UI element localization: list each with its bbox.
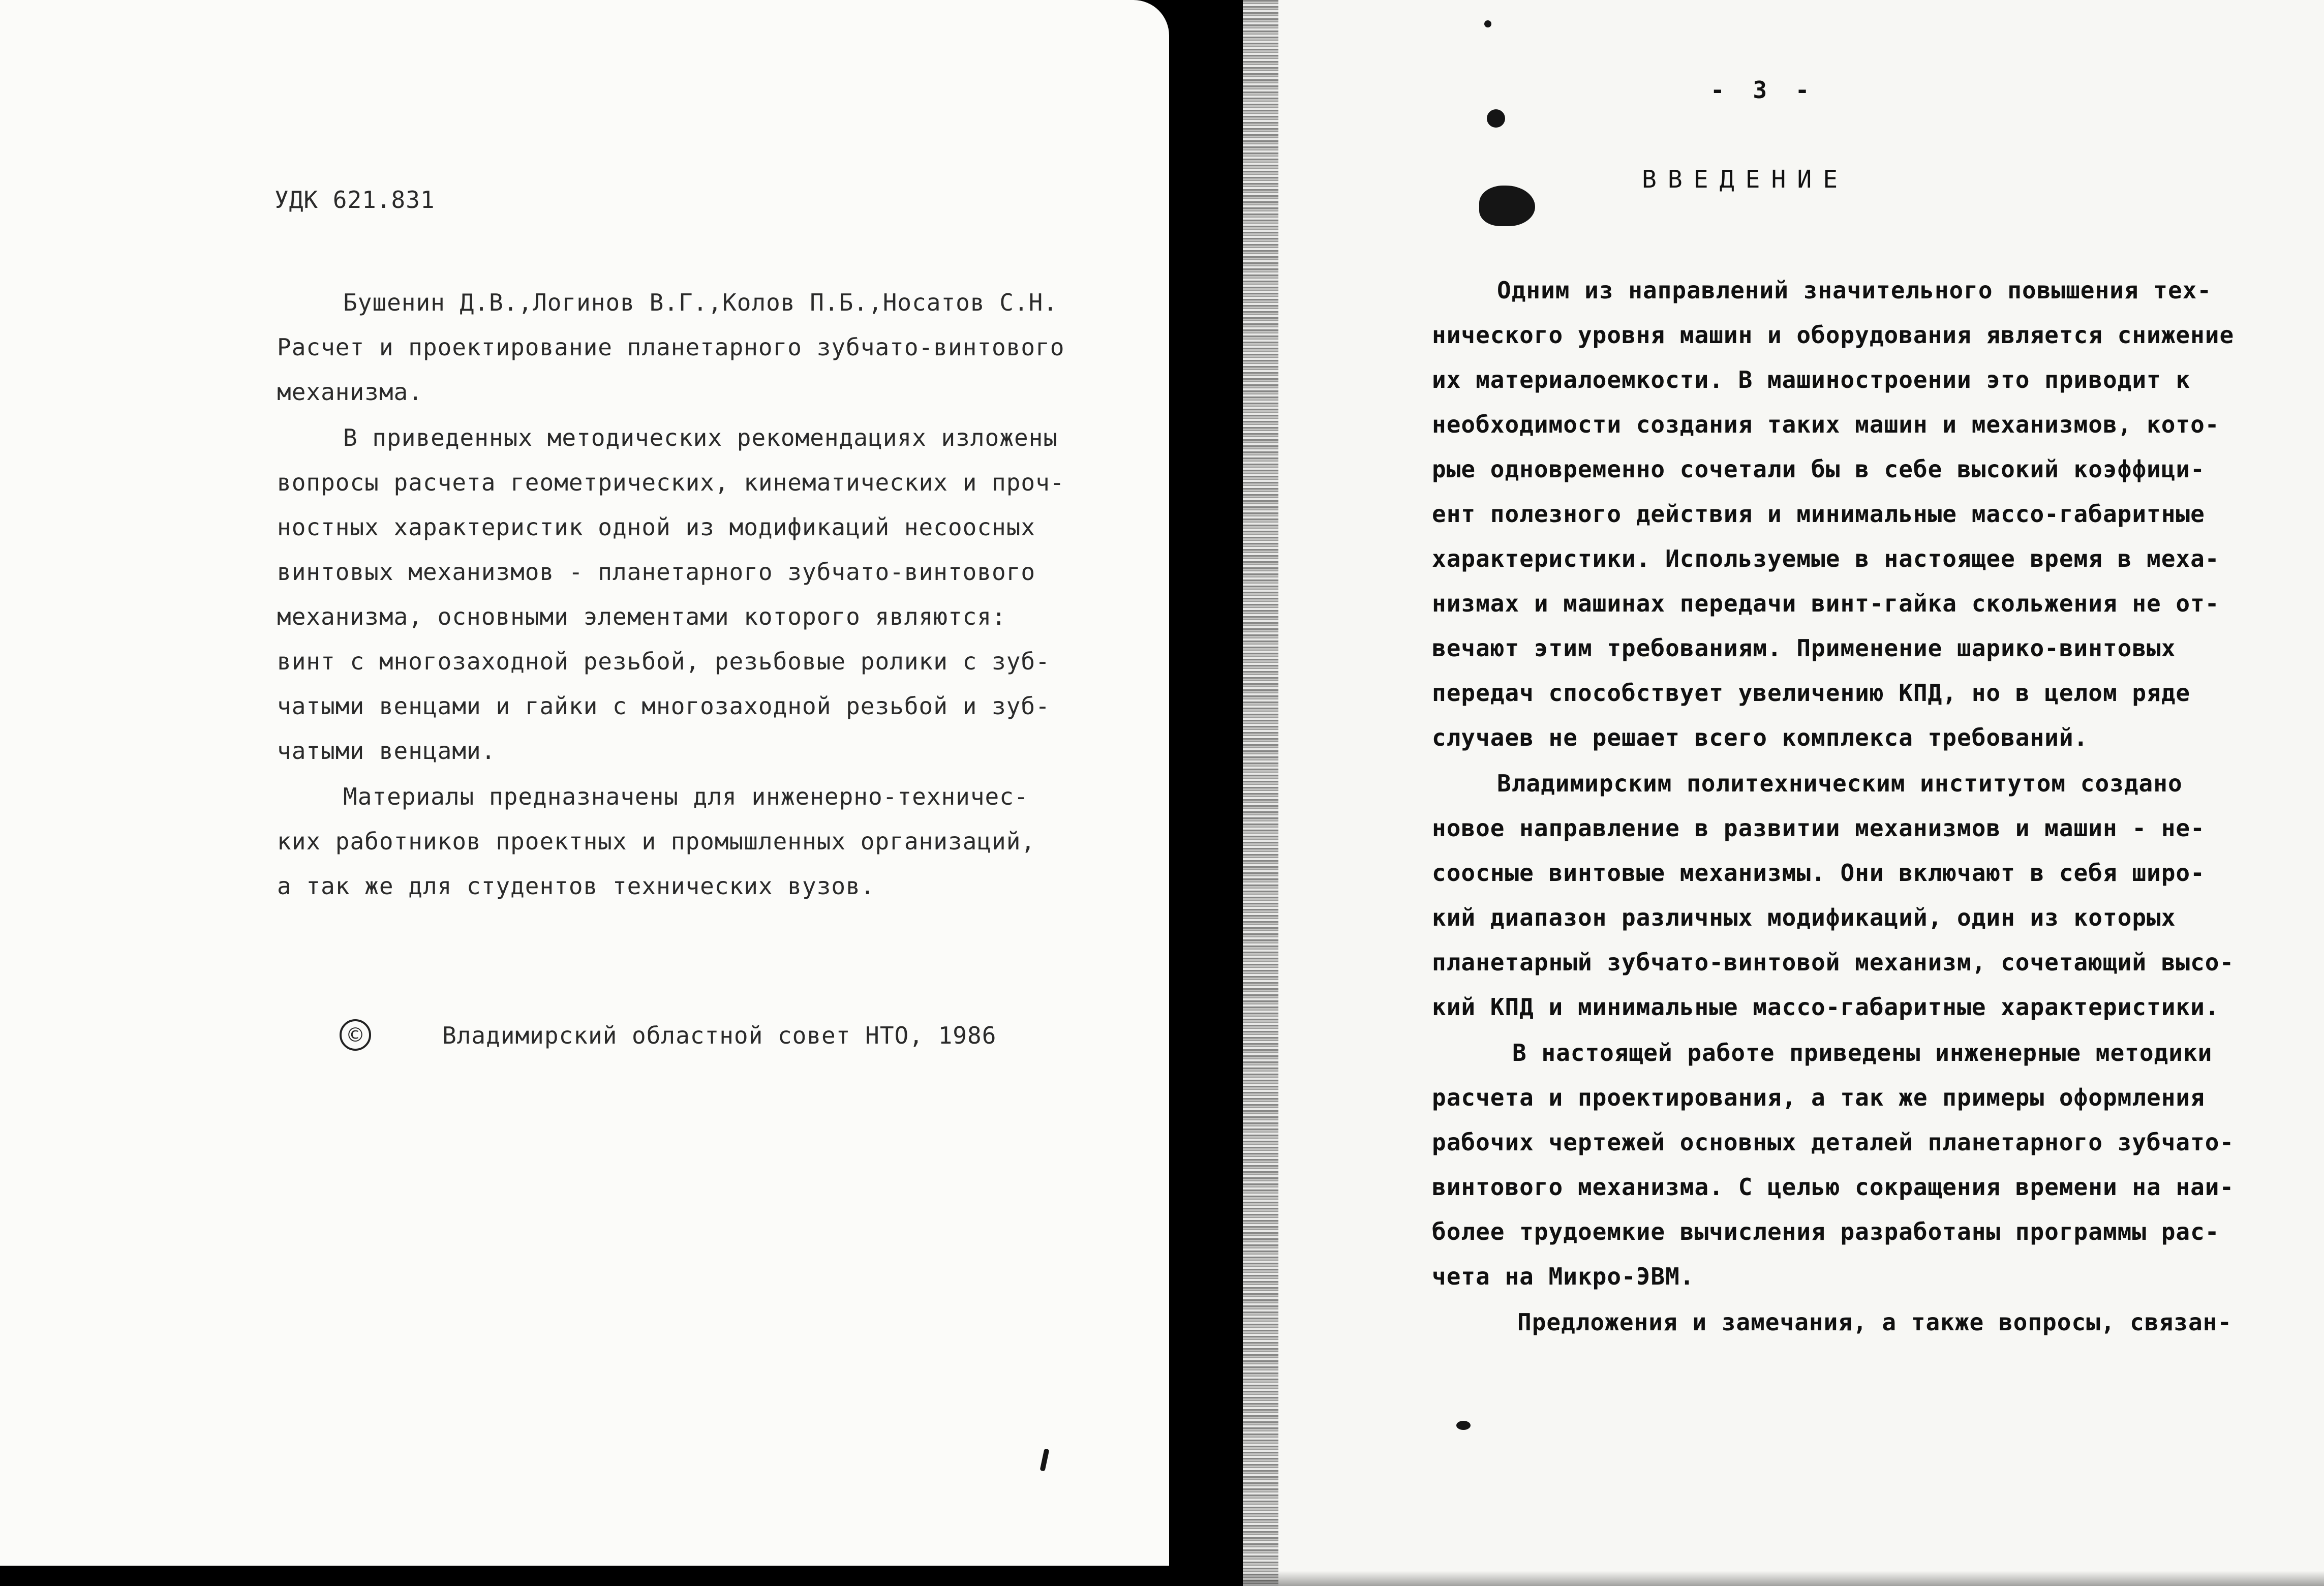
- audience-line: Материалы предназначены для инженерно-техничес-: [343, 783, 1029, 810]
- abstract-line: В приведенных методических рекомендациях изложены: [343, 424, 1058, 451]
- body-line: соосные винтовые механизмы. Они включают в себя широ-: [1432, 859, 2205, 887]
- copyright-text: Владимирский областной совет НТО, 1986: [442, 1022, 997, 1049]
- body-line: рые одновременно сочетали бы в себе высокий коэффици-: [1432, 455, 2205, 483]
- ink-speck: [1484, 20, 1491, 27]
- body-line: расчета и проектирования, а так же примеры оформления: [1432, 1084, 2205, 1111]
- copyright-icon: ©: [340, 1019, 371, 1051]
- body-line: рабочих чертежей основных деталей планетарного зубчато-: [1432, 1128, 2235, 1156]
- body-line: передач способствует увеличению КПД, но в целом ряде: [1432, 679, 2191, 707]
- title-line: Расчет и проектирование планетарного зубчато-винтового: [277, 333, 1065, 361]
- ink-mark: [1040, 1448, 1050, 1471]
- abstract-line: винтовых механизмов - планетарного зубчато-винтового: [277, 558, 1036, 586]
- abstract-line: чатыми венцами.: [277, 737, 496, 765]
- section-heading: ВВЕДЕНИЕ: [1642, 165, 1849, 194]
- right-page: [1243, 0, 2324, 1586]
- page-shadow: [1243, 1571, 2324, 1586]
- body-line: вечают этим требованиям. Применение шарико-винтовых: [1432, 634, 2176, 662]
- body-line: В настоящей работе приведены инженерные методики: [1512, 1039, 2213, 1066]
- abstract-line: вопросы расчета геометрических, кинематических и проч-: [277, 469, 1065, 496]
- abstract-line: механизма, основными элементами которого являются:: [277, 603, 1006, 630]
- body-line: винтового механизма. С целью сокращения времени на наи-: [1432, 1173, 2235, 1201]
- body-line: их материалоемкости. В машиностроении это приводит к: [1432, 366, 2191, 393]
- left-page: [0, 0, 1169, 1566]
- title-line: механизма.: [277, 378, 423, 406]
- body-line: нического уровня машин и оборудования является снижение: [1432, 321, 2235, 349]
- body-line: случаев не решает всего комплекса требований.: [1432, 724, 2089, 751]
- body-line: Предложения и замечания, а также вопросы, связан-: [1517, 1308, 2233, 1336]
- ink-speck: [1456, 1421, 1471, 1430]
- abstract-line: винт с многозаходной резьбой, резьбовые ролики с зуб-: [277, 648, 1050, 675]
- body-line: характеристики. Используемые в настоящее время в меха-: [1432, 545, 2220, 572]
- ink-blot: [1479, 186, 1535, 226]
- body-line: планетарный зубчато-винтовой механизм, сочетающий высо-: [1432, 949, 2235, 976]
- audience-line: ких работников проектных и промышленных организаций,: [277, 828, 1036, 855]
- ink-speck: [1487, 109, 1505, 128]
- body-line: новое направление в развитии механизмов и машин - не-: [1432, 814, 2205, 842]
- body-line: чета на Микро-ЭВМ.: [1432, 1263, 1695, 1290]
- page-number: - 3 -: [1710, 76, 1817, 104]
- audience-line: а так же для студентов технических вузов.: [277, 872, 875, 900]
- udc-code: УДК 621.831: [274, 186, 435, 214]
- body-line: кий диапазон различных модификаций, один из которых: [1432, 904, 2176, 931]
- body-line: кий КПД и минимальные массо-габаритные характеристики.: [1432, 993, 2220, 1021]
- body-line: Одним из направлений значительного повышения тех-: [1497, 277, 2212, 304]
- body-line: необходимости создания таких машин и механизмов, кото-: [1432, 411, 2220, 438]
- body-line: низмах и машинах передачи винт-гайка скольжения не от-: [1432, 590, 2220, 617]
- body-line: ент полезного действия и минимальные массо-габаритные: [1432, 500, 2205, 528]
- body-line: Владимирским политехническим институтом создано: [1497, 770, 2183, 797]
- abstract-line: ностных характеристик одной из модификаций несоосных: [277, 513, 1036, 541]
- abstract-line: чатыми венцами и гайки с многозаходной резьбой и зуб-: [277, 692, 1050, 720]
- authors-line: Бушенин Д.В.,Логинов В.Г.,Колов П.Б.,Носатов С.Н.: [343, 289, 1058, 316]
- body-line: более трудоемкие вычисления разработаны программы рас-: [1432, 1218, 2220, 1245]
